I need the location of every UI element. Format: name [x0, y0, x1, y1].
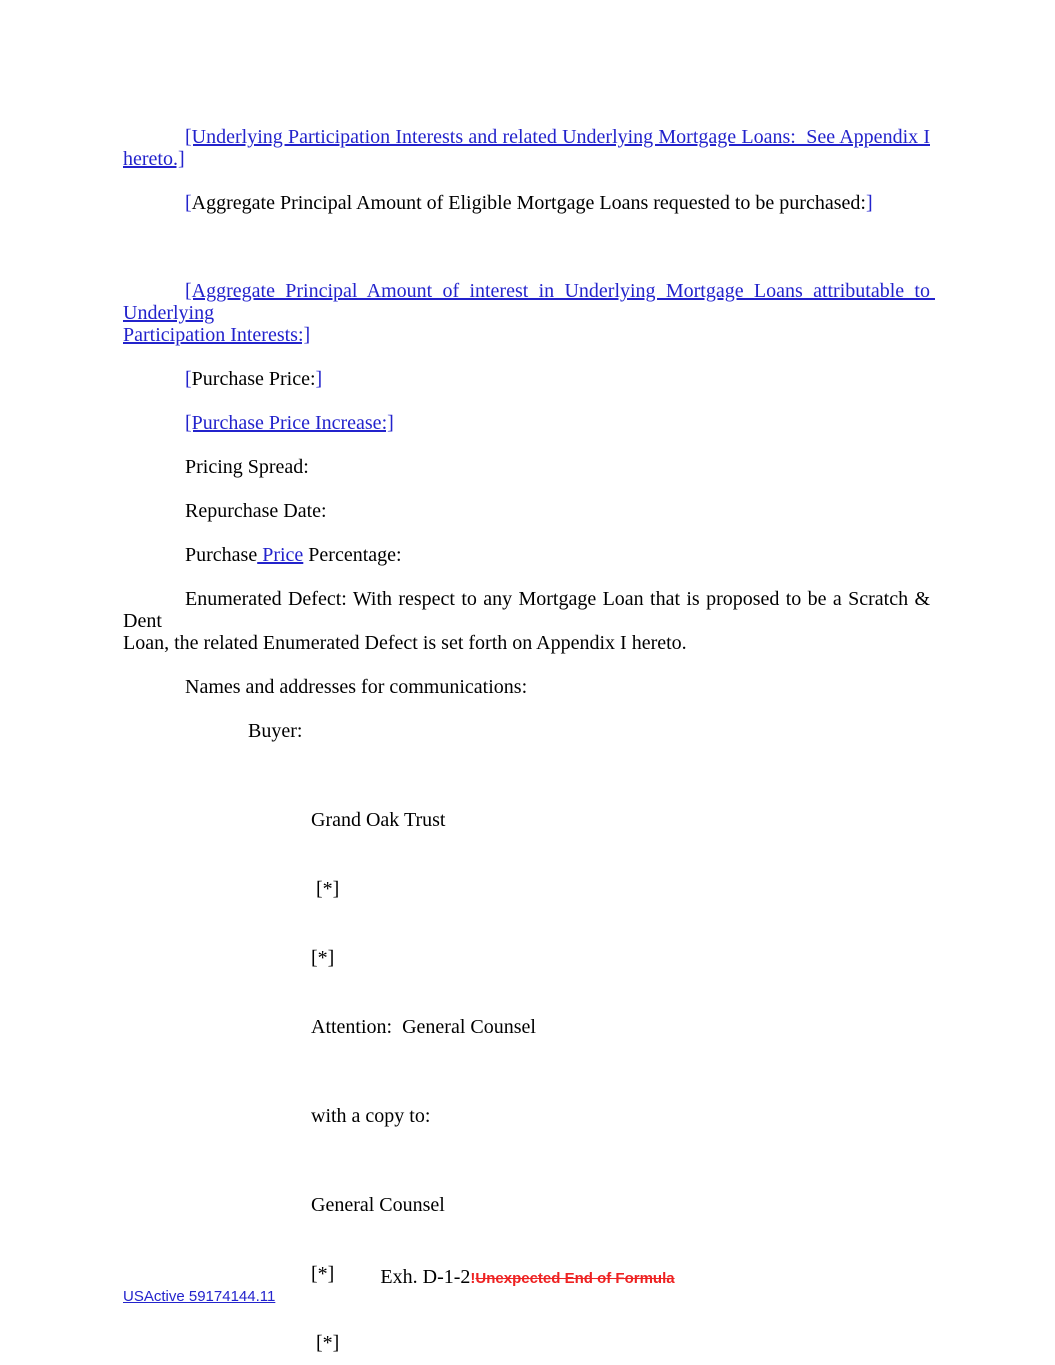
inserted-bracket: [: [185, 368, 192, 390]
paragraph-line: [123, 148, 930, 170]
paragraph-purchase-price-increase: [123, 412, 930, 434]
paragraph-text: Repurchase Date:: [185, 500, 327, 522]
document-id-stamp: USActive 59174144.11: [123, 1288, 276, 1305]
inserted-bracket: ]: [315, 368, 323, 390]
paragraph-aggregate-underlying: [123, 280, 935, 346]
paragraph-line: [123, 280, 935, 324]
copy-to-label: with a copy to:: [311, 1105, 431, 1127]
paragraph-pricing-spread: [123, 456, 930, 478]
address-line: [*]: [311, 947, 335, 969]
paragraph-text: Purchase: [185, 544, 258, 566]
paragraph-aggregate-eligible: [123, 192, 930, 214]
paragraph-text: Pricing Spread:: [185, 456, 309, 478]
paragraph-names-addresses: [123, 676, 930, 698]
paragraph-line: Loan, the related Enumerated Defect is set forth on Appendix I hereto.: [123, 632, 687, 654]
paragraph-line: [123, 126, 930, 148]
inserted-text: [Underlying Participation Interests and related Underlying Mortgage Loans: See Appendix I: [185, 126, 930, 148]
copy-to-address-block: [311, 1148, 930, 1365]
inserted-text: Participation Interests:]: [123, 324, 311, 346]
paragraph-text: Percentage:: [303, 544, 402, 566]
paragraph-purchase-percentage: [123, 544, 930, 566]
inserted-text: hereto.]: [123, 148, 185, 170]
paragraph-text: Aggregate Principal Amount of Eligible Mortgage Loans requested to be purchased:: [191, 192, 866, 214]
paragraph-underlying-participation: [123, 126, 930, 170]
paragraph-enumerated-defect: [123, 588, 935, 654]
paragraph-line: Enumerated Defect: With respect to any Mortgage Loan that is proposed to be a Scratch & Dent: [123, 588, 935, 632]
paragraph-text: Names and addresses for communications:: [185, 676, 528, 698]
paragraph-repurchase-date: [123, 500, 930, 522]
address-line: Attention: General Counsel: [311, 1016, 536, 1038]
inserted-text: [Aggregate Principal Amount of interest in Underlying Mortgage Loans attributable to Underlying: [123, 280, 935, 324]
paragraph-purchase-price: [123, 368, 930, 390]
address-line: [*]: [311, 1332, 340, 1354]
inserted-bracket: ]: [865, 192, 873, 214]
paragraph-line: [123, 324, 930, 346]
address-line: [*]: [311, 878, 340, 900]
buyer-label: Buyer:: [248, 720, 303, 742]
inserted-bracket: [: [185, 192, 192, 214]
exhibit-number: Exh. D-1-2: [380, 1266, 471, 1288]
paragraph-text: Purchase Price:: [191, 368, 316, 390]
address-line: General Counsel: [311, 1194, 445, 1216]
formula-error-text: Unexpected End of Formula: [475, 1270, 675, 1287]
inserted-text: Price: [257, 544, 304, 566]
address-line: [*]: [311, 1263, 335, 1285]
address-line: Grand Oak Trust: [311, 809, 446, 831]
inserted-text: [Purchase Price Increase:]: [185, 412, 394, 434]
formula-error-prefix: !: [470, 1270, 476, 1287]
buyer-address-block: [311, 763, 930, 1085]
